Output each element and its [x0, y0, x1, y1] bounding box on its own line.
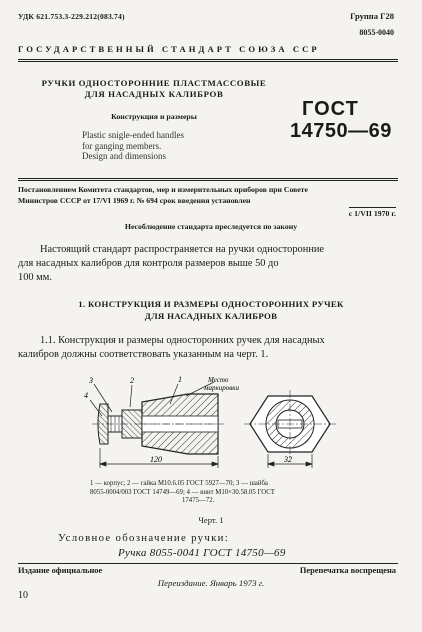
- decree-rule-2: [18, 180, 398, 181]
- penalty-notice: Несоблюдение стандарта преследуется по закону: [124, 222, 298, 231]
- decree-text: [18, 184, 410, 206]
- group-code: Группа Г28: [350, 11, 394, 21]
- effective-date: с 1/VII 1970 г.: [348, 209, 396, 218]
- legend-line-1: 1 — корпус; 2 — гайка М10.6.05 ГОСТ 5927—70; 3 — шайба: [90, 480, 268, 487]
- udk-code: УДК 621.753.3-229.212(083.74): [18, 12, 125, 21]
- footer-rule: [18, 563, 398, 564]
- gost-label: ГОСТ: [302, 98, 359, 120]
- clause-line: калибров должны соответствовать указанным на черт. 1.: [18, 349, 269, 360]
- clause-paragraph: [18, 334, 398, 362]
- callout-1: 1: [178, 375, 182, 384]
- callout-2: 2: [130, 376, 134, 385]
- english-title-line: for ganging members.: [82, 140, 162, 151]
- intro-line: для насадных калибров для контроля размеров выше 50 до: [18, 258, 279, 269]
- gost-number: 14750—69: [290, 120, 392, 142]
- callout-4: 4: [84, 391, 88, 400]
- width-value: 32: [284, 455, 292, 464]
- designation-label: Условное обозначение ручки:: [58, 532, 229, 544]
- intro-line: 100 мм.: [18, 272, 52, 283]
- header-rule: [18, 59, 398, 60]
- handle-end-view: [244, 390, 336, 458]
- clause-line: 1.1. Конструкция и размеры односторонних ручек для насадных: [40, 335, 325, 346]
- page-number: 10: [18, 590, 28, 601]
- figure-caption: Черт. 1: [198, 515, 224, 525]
- intro-line: Настоящий стандарт распространяется на ручки односторонние: [40, 244, 325, 255]
- document-title: [34, 78, 274, 100]
- technical-drawing: [78, 372, 348, 478]
- marking-label-2: маркировки: [204, 384, 240, 392]
- title-line-2: ДЛЯ НАСАДНЫХ КАЛИБРОВ: [84, 89, 224, 99]
- product-code: 8055-0040: [359, 28, 394, 37]
- english-title: [82, 130, 252, 162]
- handle-side-view: [92, 394, 224, 454]
- decree-line-1: Постановлением Комитета стандартов, мер и измерительных приборов при Совете: [18, 185, 308, 194]
- english-title-line: Design and dimensions: [82, 151, 166, 161]
- legend-line-3: 17475—72.: [182, 497, 215, 505]
- callout-3: 3: [89, 376, 93, 385]
- drawing-legend: [90, 480, 380, 506]
- english-title-line: Plastic snigle-ended handles: [82, 130, 184, 140]
- designation-example: Ручка 8055-0041 ГОСТ 14750—69: [118, 547, 286, 559]
- section-heading-line-2: ДЛЯ НАСАДНЫХ КАЛИБРОВ: [144, 311, 278, 321]
- official-edition: Издание официальное: [18, 566, 103, 575]
- intro-paragraph: [18, 243, 398, 285]
- title-line-1: РУЧКИ ОДНОСТОРОННИЕ ПЛАСТМАССОВЫЕ: [41, 78, 267, 88]
- decree-rule: [18, 178, 398, 179]
- length-value: 120: [150, 455, 162, 464]
- reprint-notice: Перепечатка воспрещена: [299, 566, 396, 575]
- legend-line-2: 8055-0004/003 ГОСТ 14749—69; 4 — винт М10×30.58.05 ГОСТ: [90, 488, 275, 496]
- state-standard-heading: ГОСУДАРСТВЕННЫЙ СТАНДАРТ СОЮЗА ССР: [18, 44, 320, 54]
- decree-line-2: Министров СССР от 17/VI 1969 г. № 694 срок введения установлен: [18, 196, 251, 205]
- marking-label-1: Место: [208, 376, 229, 384]
- header-rule-2: [18, 61, 398, 62]
- reedition-note: Переиздание. Январь 1973 г.: [157, 578, 265, 588]
- section-heading: [0, 298, 422, 322]
- document-subtitle: Конструкция и размеры: [111, 112, 197, 121]
- section-heading-line-1: 1. КОНСТРУКЦИЯ И РАЗМЕРЫ ОДНОСТОРОННИХ РУЧЕК: [78, 299, 344, 309]
